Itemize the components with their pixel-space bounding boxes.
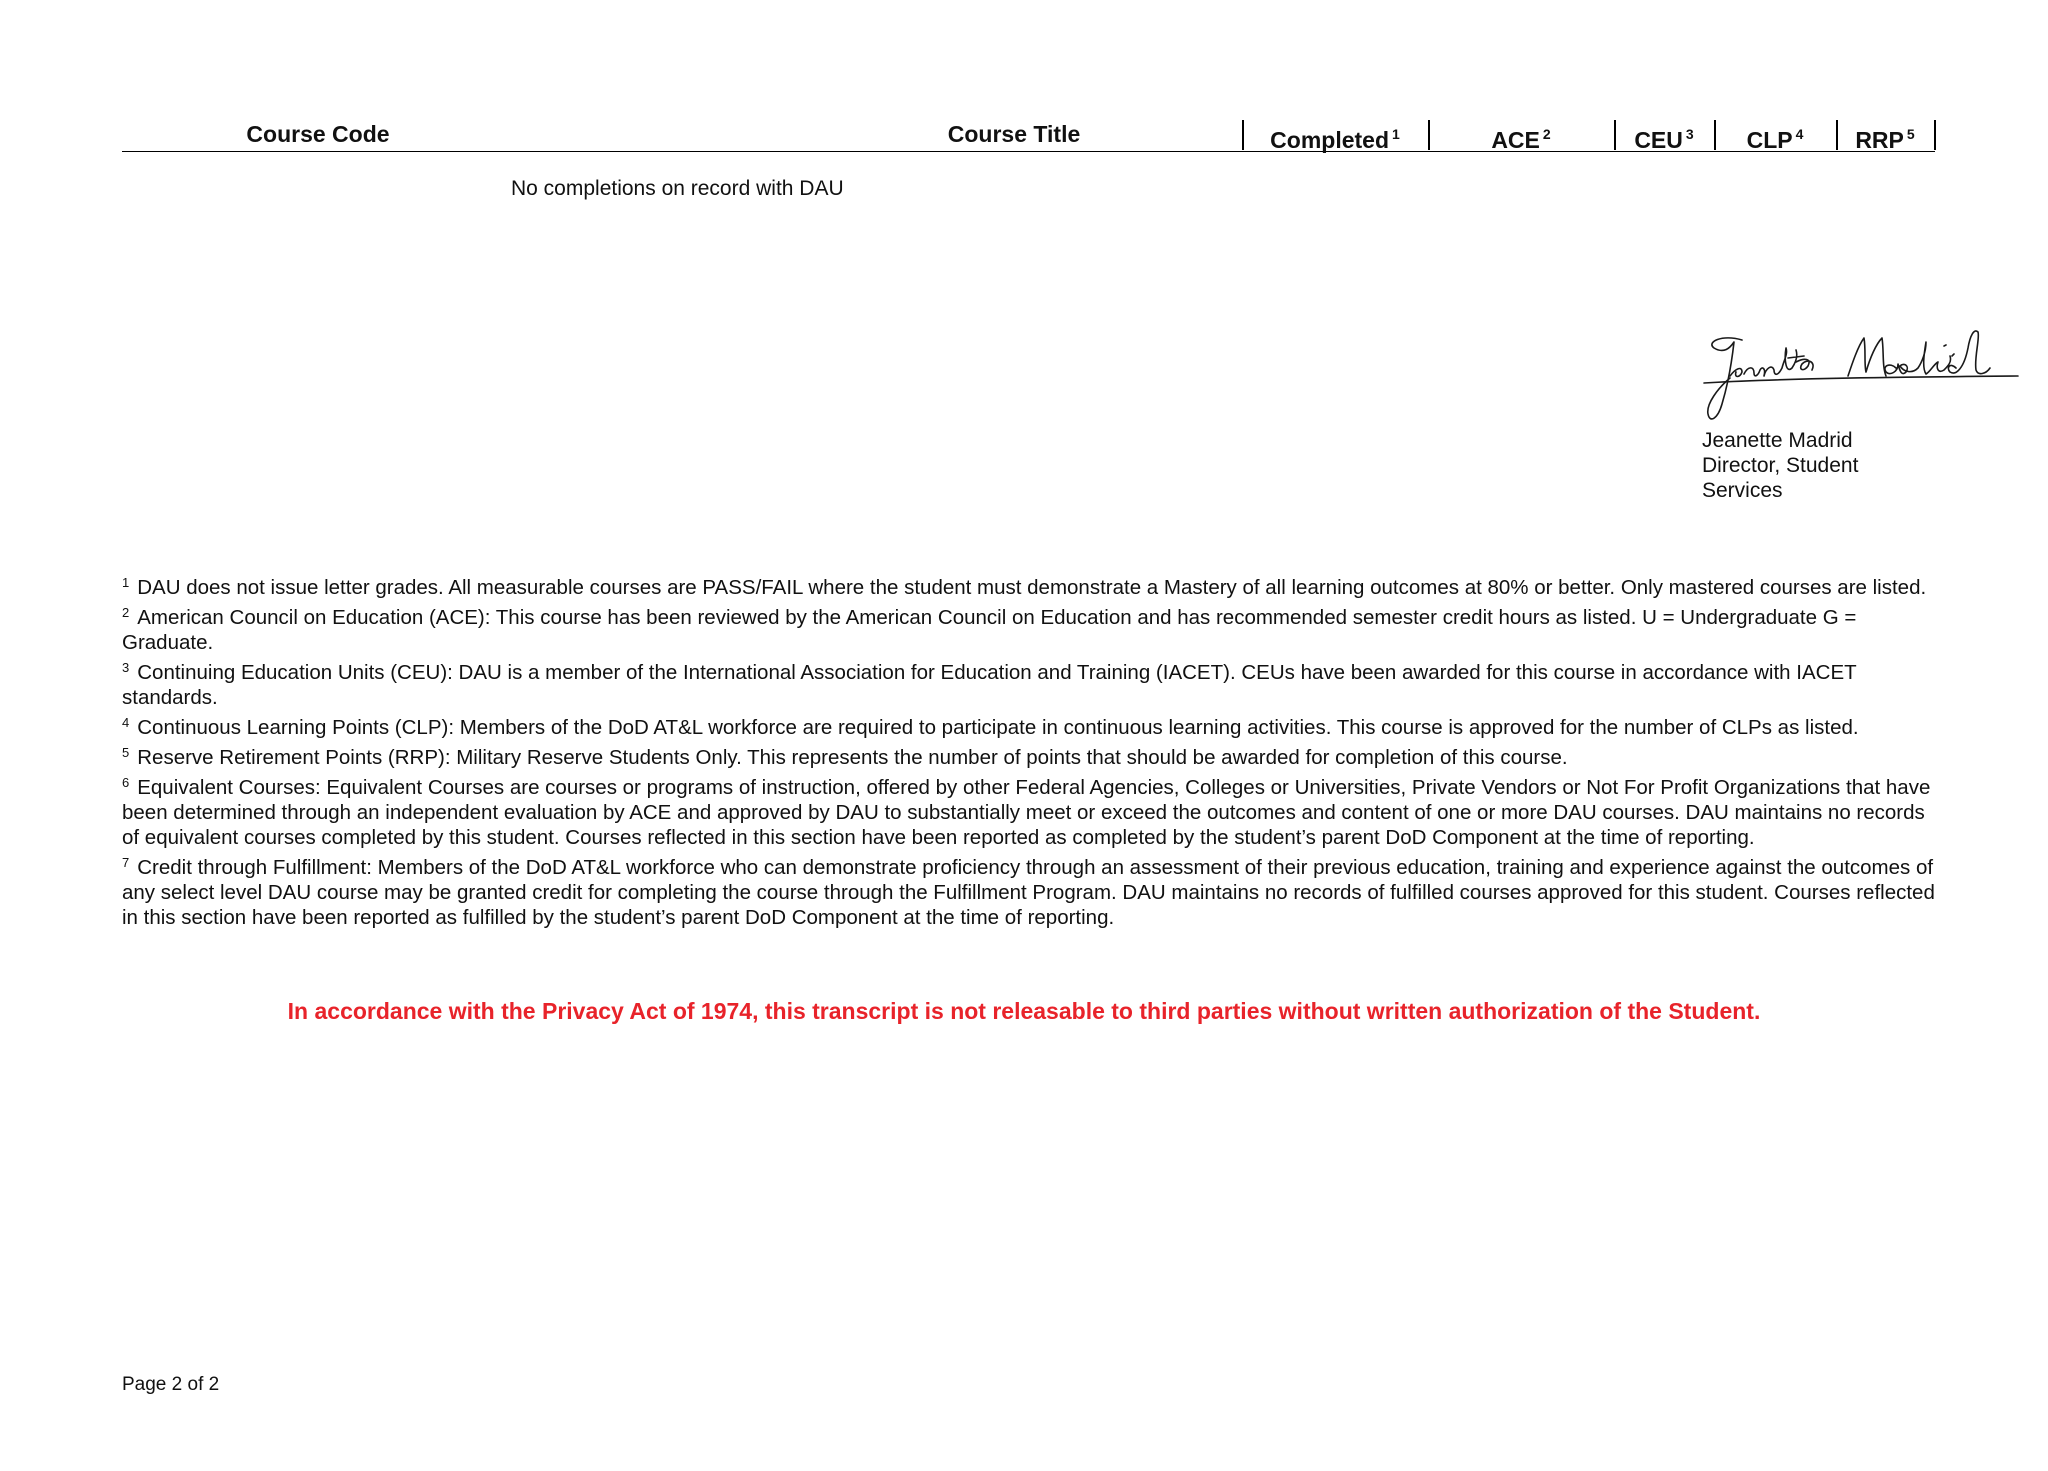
signatory-name: Jeanette Madrid [1702, 429, 1853, 452]
column-header-ace: ACE $^2$ [1491, 126, 1551, 153]
signatory-block [1702, 428, 1942, 503]
footnote-ref: 4 [1795, 126, 1804, 142]
footnote-ref: 1 [1392, 126, 1400, 142]
column-divider [1934, 120, 1936, 150]
footnote-ref: 2 [1542, 126, 1551, 142]
footnote-3: $^3$ Continuing Education Units (CEU): DAU is a member of the International Association for Education and Training (IACET). CEUs have been awarded for this course in accordance with IACET standards. [122, 660, 1857, 709]
privacy-notice: In accordance with the Privacy Act of 1974, this transcript is not releasable to third parties without written authorization of the Student. [287, 998, 1761, 1024]
column-header-rrp: RRP $^5$ [1855, 126, 1915, 153]
column-header-clp: CLP $^4$ [1746, 126, 1804, 153]
signatory-title-cont: Services [1702, 479, 1783, 502]
footnote-2: $^2$ American Council on Education (ACE): This course has been reviewed by the American Council on Education and has recommended semester credit hours as listed. U = Undergraduate G = Graduate. [122, 605, 1857, 654]
column-header-completed: Completed $^1$ [1270, 126, 1400, 153]
footnote-7: $^7$ Credit through Fulfillment: Members of the DoD AT&L workforce who can demonstrate proficiency through an assessment of their previous education, training and experience against the outcomes of any select level DAU course may be granted credit for completing the course through the Fulfillment Program. DAU maintains no records of fulfilled courses approved for this student. Courses reflected in this section have been reported as fulfilled by the student’s parent DoD Component at the time of reporting. [122, 855, 1935, 929]
footnote-1: $^1$ DAU does not issue letter grades. All measurable courses are PASS/FAIL where the student must demonstrate a Mastery of all learning outcomes at 80% or better. Only mastered courses are listed. [122, 575, 1927, 599]
column-header-ceu: CEU $^3$ [1634, 126, 1694, 153]
footnote-6: $^6$ Equivalent Courses: Equivalent Courses are courses or programs of instruction, offered by other Federal Agencies, Colleges or Universities, Private Vendors or Not For Profit Organizations that have been determined through an independent evaluation by ACE and approved by DAU to substantially meet or exceed the outcomes and content of one or more DAU courses. DAU maintains no records of equivalent courses completed by this student. Courses reflected in this section have been reported as completed by the student’s parent DoD Component at the time of reporting. [122, 775, 1931, 849]
signatory-title: Director, Student [1702, 454, 1859, 477]
transcript-table-header [122, 119, 1935, 152]
footnote-4: $^4$ Continuous Learning Points (CLP): Members of the DoD AT&L workforce are required to participate in continuous learning activities. This course is approved for the number of CLPs as listed. [122, 715, 1859, 739]
footnotes [122, 570, 1947, 930]
empty-records-message: No completions on record with DAU [511, 177, 844, 200]
column-header-course-title: Course Title [947, 121, 1081, 147]
column-header-course-code: Course Code [246, 121, 390, 147]
signature-image [1700, 318, 2020, 430]
footnote-5: $^5$ Reserve Retirement Points (RRP): Military Reserve Students Only. This represents the number of points that should be awarded for completion of this course. [122, 745, 1568, 769]
footnote-ref: 5 [1906, 126, 1915, 142]
footnote-ref: 3 [1685, 126, 1694, 142]
page-number: Page 2 of 2 [122, 1374, 220, 1395]
